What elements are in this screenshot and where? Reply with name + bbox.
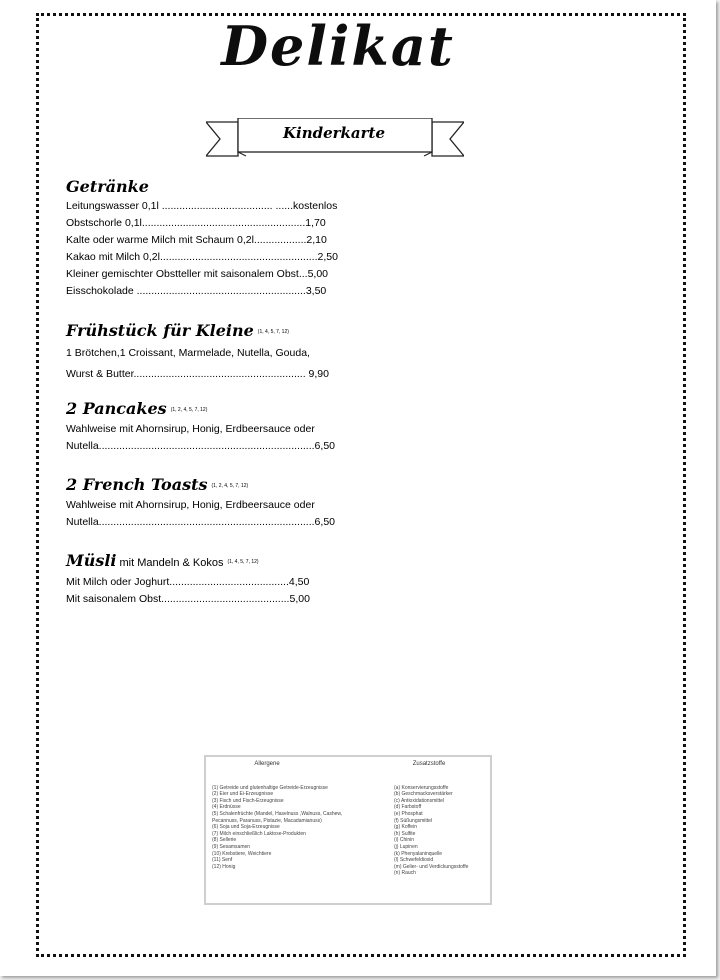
section-french-toasts [66, 474, 366, 531]
additive-entry: (k) Phenyalaninquelle [394, 850, 443, 857]
section-title-text: Müsli [66, 551, 117, 570]
allergen-entry: (4) Erdnüsse [212, 804, 241, 811]
additive-entry: (l) Schwefeldioxid [394, 857, 434, 864]
menu-item: Mit saisonalem Obst............................................5,00 [66, 593, 310, 605]
additive-entry: (b) Geschmacksverstärker [394, 791, 453, 798]
additive-entry: (a) Konservierungsstoffe [394, 784, 449, 791]
section-title-text: 2 French Toasts [66, 475, 208, 494]
section-breakfast [66, 320, 366, 385]
additive-entry: (f) Süßungsmittel [394, 817, 433, 824]
allergen-entry: (3) Fisch und Fisch-Erzeugnisse [212, 797, 284, 804]
allergen-entry: (10) Krebstiere, Weichtiere [212, 850, 272, 857]
section-title [66, 398, 366, 421]
additive-entry: (g) Koffein [394, 824, 417, 831]
brand-logo: Delikat [221, 14, 455, 78]
menu-item: Wahlweise mit Ahornsirup, Honig, Erdbeersauce oder [66, 498, 315, 511]
section-title-text: Frühstück für Kleine [66, 321, 254, 340]
section-muesli [66, 550, 366, 608]
allergen-entry: (9) Sesamsamen [212, 843, 251, 850]
additives-title: Zusatzstoffe [412, 761, 446, 767]
section-title [66, 550, 366, 574]
allergens-column [212, 761, 392, 870]
menu-item: Nutella..........................................................................6,50 [66, 439, 335, 452]
allergen-entry: (5) Schalenfrüchte (Mandel, Haselnuss ,Walnuss, Cashew, [212, 810, 343, 817]
section-title [66, 474, 366, 497]
allergen-codes: (1, 4, 5, 7, 12) [227, 558, 259, 565]
menu-item: Kleiner gemischter Obstteller mit saisonalem Obst...5,00 [66, 268, 329, 280]
additive-entry: (n) Rauch [394, 870, 416, 877]
section-title: Getränke [66, 177, 149, 196]
menu-item: Obstschorle 0,1l........................................................1,70 [66, 217, 326, 229]
allergen-entry: (6) Soja und Soja-Erzeugnisse [212, 824, 280, 831]
menu-item: Wahlweise mit Ahornsirup, Honig, Erdbeersauce oder [66, 422, 315, 435]
section-pancakes [66, 398, 366, 455]
menu-item: Kakao mit Milch 0,2l......................................................2,50 [66, 251, 338, 263]
menu-item: Kalte oder warme Milch mit Schaum 0,2l..................2,10 [66, 234, 327, 246]
allergen-entry: (2) Eier und Ei-Erzeugnisse [212, 791, 274, 798]
section-title [66, 320, 366, 343]
section-subtitle: mit Mandeln & Kokos [119, 557, 224, 569]
menu-item: Wurst & Butter........................................................... 9,90 [66, 367, 329, 380]
additive-entry: (i) Chinin [394, 837, 415, 844]
allergen-entry: (12) Honig [212, 863, 236, 870]
section-title-text: 2 Pancakes [66, 399, 167, 418]
allergen-codes: (1, 2, 4, 5, 7, 12) [211, 482, 249, 489]
allergen-entry: Pecannuss, Paranuss, Pistazie, Macadamianuss) [212, 817, 322, 824]
additive-entry: (h) Sulfite [394, 830, 416, 837]
allergen-legend [204, 755, 492, 905]
menu-item: Eisschokolade ..........................................................3,50 [66, 285, 327, 297]
additive-entry: (j) Lupinen [394, 843, 418, 850]
allergen-entry: (7) Milch einschließlich Laktose-Produkten [212, 830, 306, 837]
menu-item: 1 Brötchen,1 Croissant, Marmelade, Nutella, Gouda, [66, 346, 310, 359]
additive-entry: (m) Gelier- und Verdickungsstoffe [394, 863, 469, 870]
allergen-entry: (8) Sellerie [212, 837, 237, 844]
allergen-codes: (1, 4, 5, 7, 12) [257, 328, 289, 335]
additive-entry: (d) Farbstoff [394, 804, 422, 811]
banner-label: Kinderkarte [282, 124, 386, 142]
allergen-codes: (1, 2, 4, 5, 7, 12) [170, 406, 208, 413]
menu-item: Mit Milch oder Joghurt.........................................4,50 [66, 576, 310, 588]
additive-entry: (c) Antioxidationsmittel [394, 797, 445, 804]
menu-item: Leitungswasser 0,1l ...................................... ......kostenlos [66, 200, 338, 212]
allergen-entry: (1) Getreide und glutenhaltige Getreide-Erzeugnisse [212, 784, 328, 791]
allergen-entry: (11) Senf [212, 857, 233, 864]
additive-entry: (e) Phosphat [394, 810, 423, 817]
menu-item: Nutella..........................................................................6,50 [66, 515, 335, 528]
section-drinks [66, 176, 366, 300]
additives-column [394, 761, 490, 877]
allergens-title: Allergene [254, 761, 280, 767]
